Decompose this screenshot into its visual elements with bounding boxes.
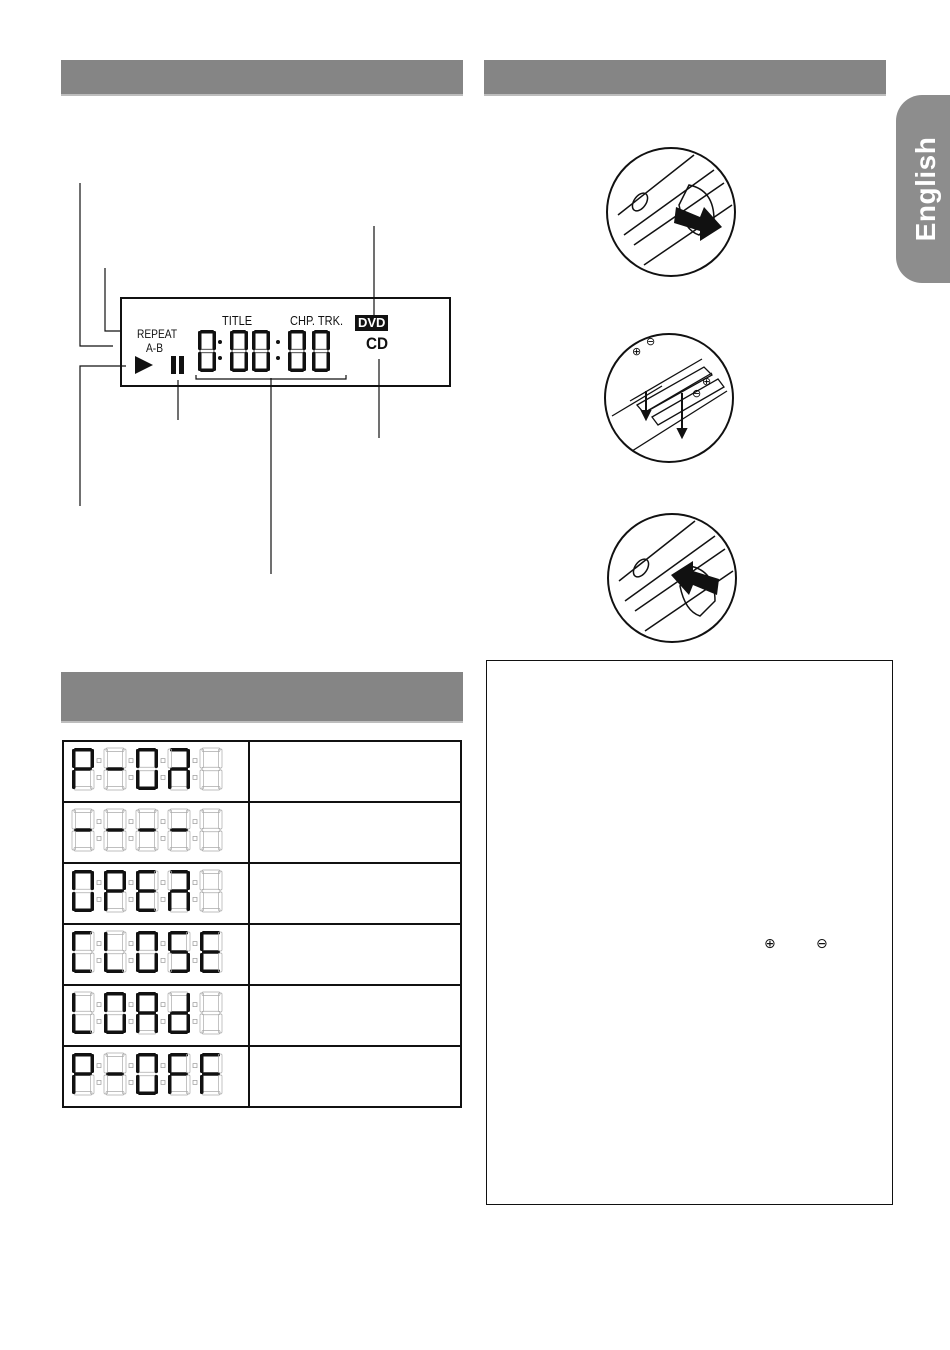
segment-code-cell [63,802,249,863]
positive-polarity-icon: ⊕ [764,936,776,952]
negative-polarity-icon: ⊖ [816,936,828,952]
segment-code-cell [63,741,249,802]
language-tab-label: English [910,136,941,242]
ab-indicator: A-B [146,341,164,355]
svg-text:⊖: ⊖ [692,387,702,400]
segment-code-cell [63,924,249,985]
title-indicator: TITLE [222,313,253,328]
segment-code-display [64,803,244,857]
segment-code-cell [63,1046,249,1107]
table-row [63,741,461,802]
code-description-cell [249,863,461,924]
table-row [63,863,461,924]
segment-code-display [64,1047,244,1101]
time-counter-digits [190,326,350,376]
segment-code-cell [63,985,249,1046]
table-row [63,924,461,985]
table-row [63,985,461,1046]
svg-text:⊕: ⊕ [702,375,712,388]
section-header-remote [484,60,886,96]
display-codes-table [62,740,462,1108]
segment-code-display [64,864,244,918]
svg-text:⊕: ⊕ [632,345,642,358]
section-header-codes [61,672,463,723]
code-description-cell [249,1046,461,1107]
repeat-indicator: REPEAT [137,327,178,341]
segment-code-display [64,925,244,979]
code-description-cell [249,985,461,1046]
cd-indicator: CD [366,334,389,353]
dvd-indicator: DVD [355,315,388,331]
table-row [63,1046,461,1107]
svg-text:⊖: ⊖ [646,335,656,348]
battery-cover-open-icon [604,145,738,279]
polarity-symbols [764,935,868,952]
play-icon [135,356,155,374]
segment-code-display [64,742,244,796]
table-row [63,802,461,863]
pause-icon [171,356,187,374]
segment-code-cell [63,863,249,924]
battery-insert-icon [602,331,736,465]
segment-code-display [64,986,244,1040]
language-tab[interactable] [896,95,950,283]
code-description-cell [249,741,461,802]
code-description-cell [249,802,461,863]
battery-note-box [486,660,893,1205]
code-description-cell [249,924,461,985]
battery-cover-close-icon [605,511,739,645]
chapter-track-indicator: CHP. TRK. [290,313,344,328]
